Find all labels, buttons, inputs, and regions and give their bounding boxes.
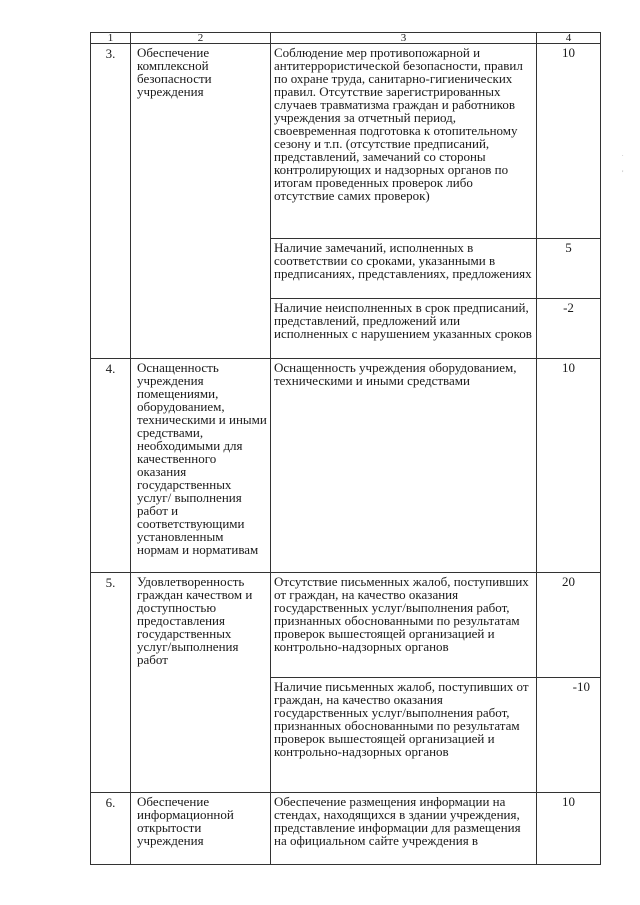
score-cell: 10	[537, 793, 601, 865]
indicator-cell: Отсутствие письменных жалоб, поступивших от граждан, на качество оказания государственных услуг/выполнения работ, признанных обоснованными по результатам проверок вышестоящей организацией и контрольно-надзорных органов	[271, 573, 537, 678]
criterion-cell: Оснащенность учреждения помещениями, оборудованием, техническими и иными средствами, необходимыми для качественного оказания государственных услуг/ выполнения работ и соответствующими установленным нормам и нормативам	[131, 359, 271, 573]
score-cell: -2	[537, 299, 601, 359]
score-cell: 20	[537, 573, 601, 678]
column-number: 1	[91, 33, 131, 44]
table-row	[91, 573, 601, 678]
indicator-cell: Обеспечение размещения информации на стендах, находящихся в здании учреждения, представление информации для размещения на официальном сайте учреждения в	[271, 793, 537, 865]
score-cell: 10	[537, 44, 601, 239]
table-row	[91, 44, 601, 239]
indicator-cell: Наличие письменных жалоб, поступивших от граждан, на качество оказания государственных услуг/выполнения работ, признанных обоснованными по результатам проверок вышестоящей организацией и контрольно-надзорных органов	[271, 678, 537, 793]
column-number-row	[91, 33, 601, 44]
column-number: 4	[537, 33, 601, 44]
score-cell: 5	[537, 239, 601, 299]
criterion-cell: Обеспечение комплексной безопасности учреждения	[131, 44, 271, 359]
scan-artifact: .	[622, 152, 624, 158]
indicator-cell: Соблюдение мер противопожарной и антитеррористической безопасности, правил по охране труда, санитарно-гигиенических правил. Отсутствие зарегистрированных случаев травматизма граждан и работников учреждения за отчетный период, своевременная подготовка к отопительному сезону и т.п. (отсутствие предписаний, представлений, замечаний со стороны контролирующих и надзорных органов по итогам проведенных проверок либо отсутствие самих проверок)	[271, 44, 537, 239]
column-number: 2	[131, 33, 271, 44]
criteria-table	[90, 32, 601, 865]
criterion-cell: Обеспечение информационной открытости учреждения	[131, 793, 271, 865]
indicator-cell: Наличие неисполненных в срок предписаний, представлений, предложений или исполненных с нарушением указанных сроков	[271, 299, 537, 359]
row-number: 5.	[91, 573, 131, 793]
criterion-cell: Удовлетворенность граждан качеством и доступностью предоставления государственных услуг/выполнения работ	[131, 573, 271, 793]
column-number: 3	[271, 33, 537, 44]
score-cell: 10	[537, 359, 601, 573]
indicator-cell: Наличие замечаний, исполненных в соответствии со сроками, указанными в предписаниях, представлениях, предложениях	[271, 239, 537, 299]
row-number: 3.	[91, 44, 131, 359]
row-number: 4.	[91, 359, 131, 573]
row-number: 6.	[91, 793, 131, 865]
table-row	[91, 359, 601, 573]
scan-artifact: ,	[622, 167, 624, 173]
score-cell: -10	[537, 678, 601, 793]
indicator-cell: Оснащенность учреждения оборудованием, техническими и иными средствами	[271, 359, 537, 573]
table-row	[91, 793, 601, 865]
